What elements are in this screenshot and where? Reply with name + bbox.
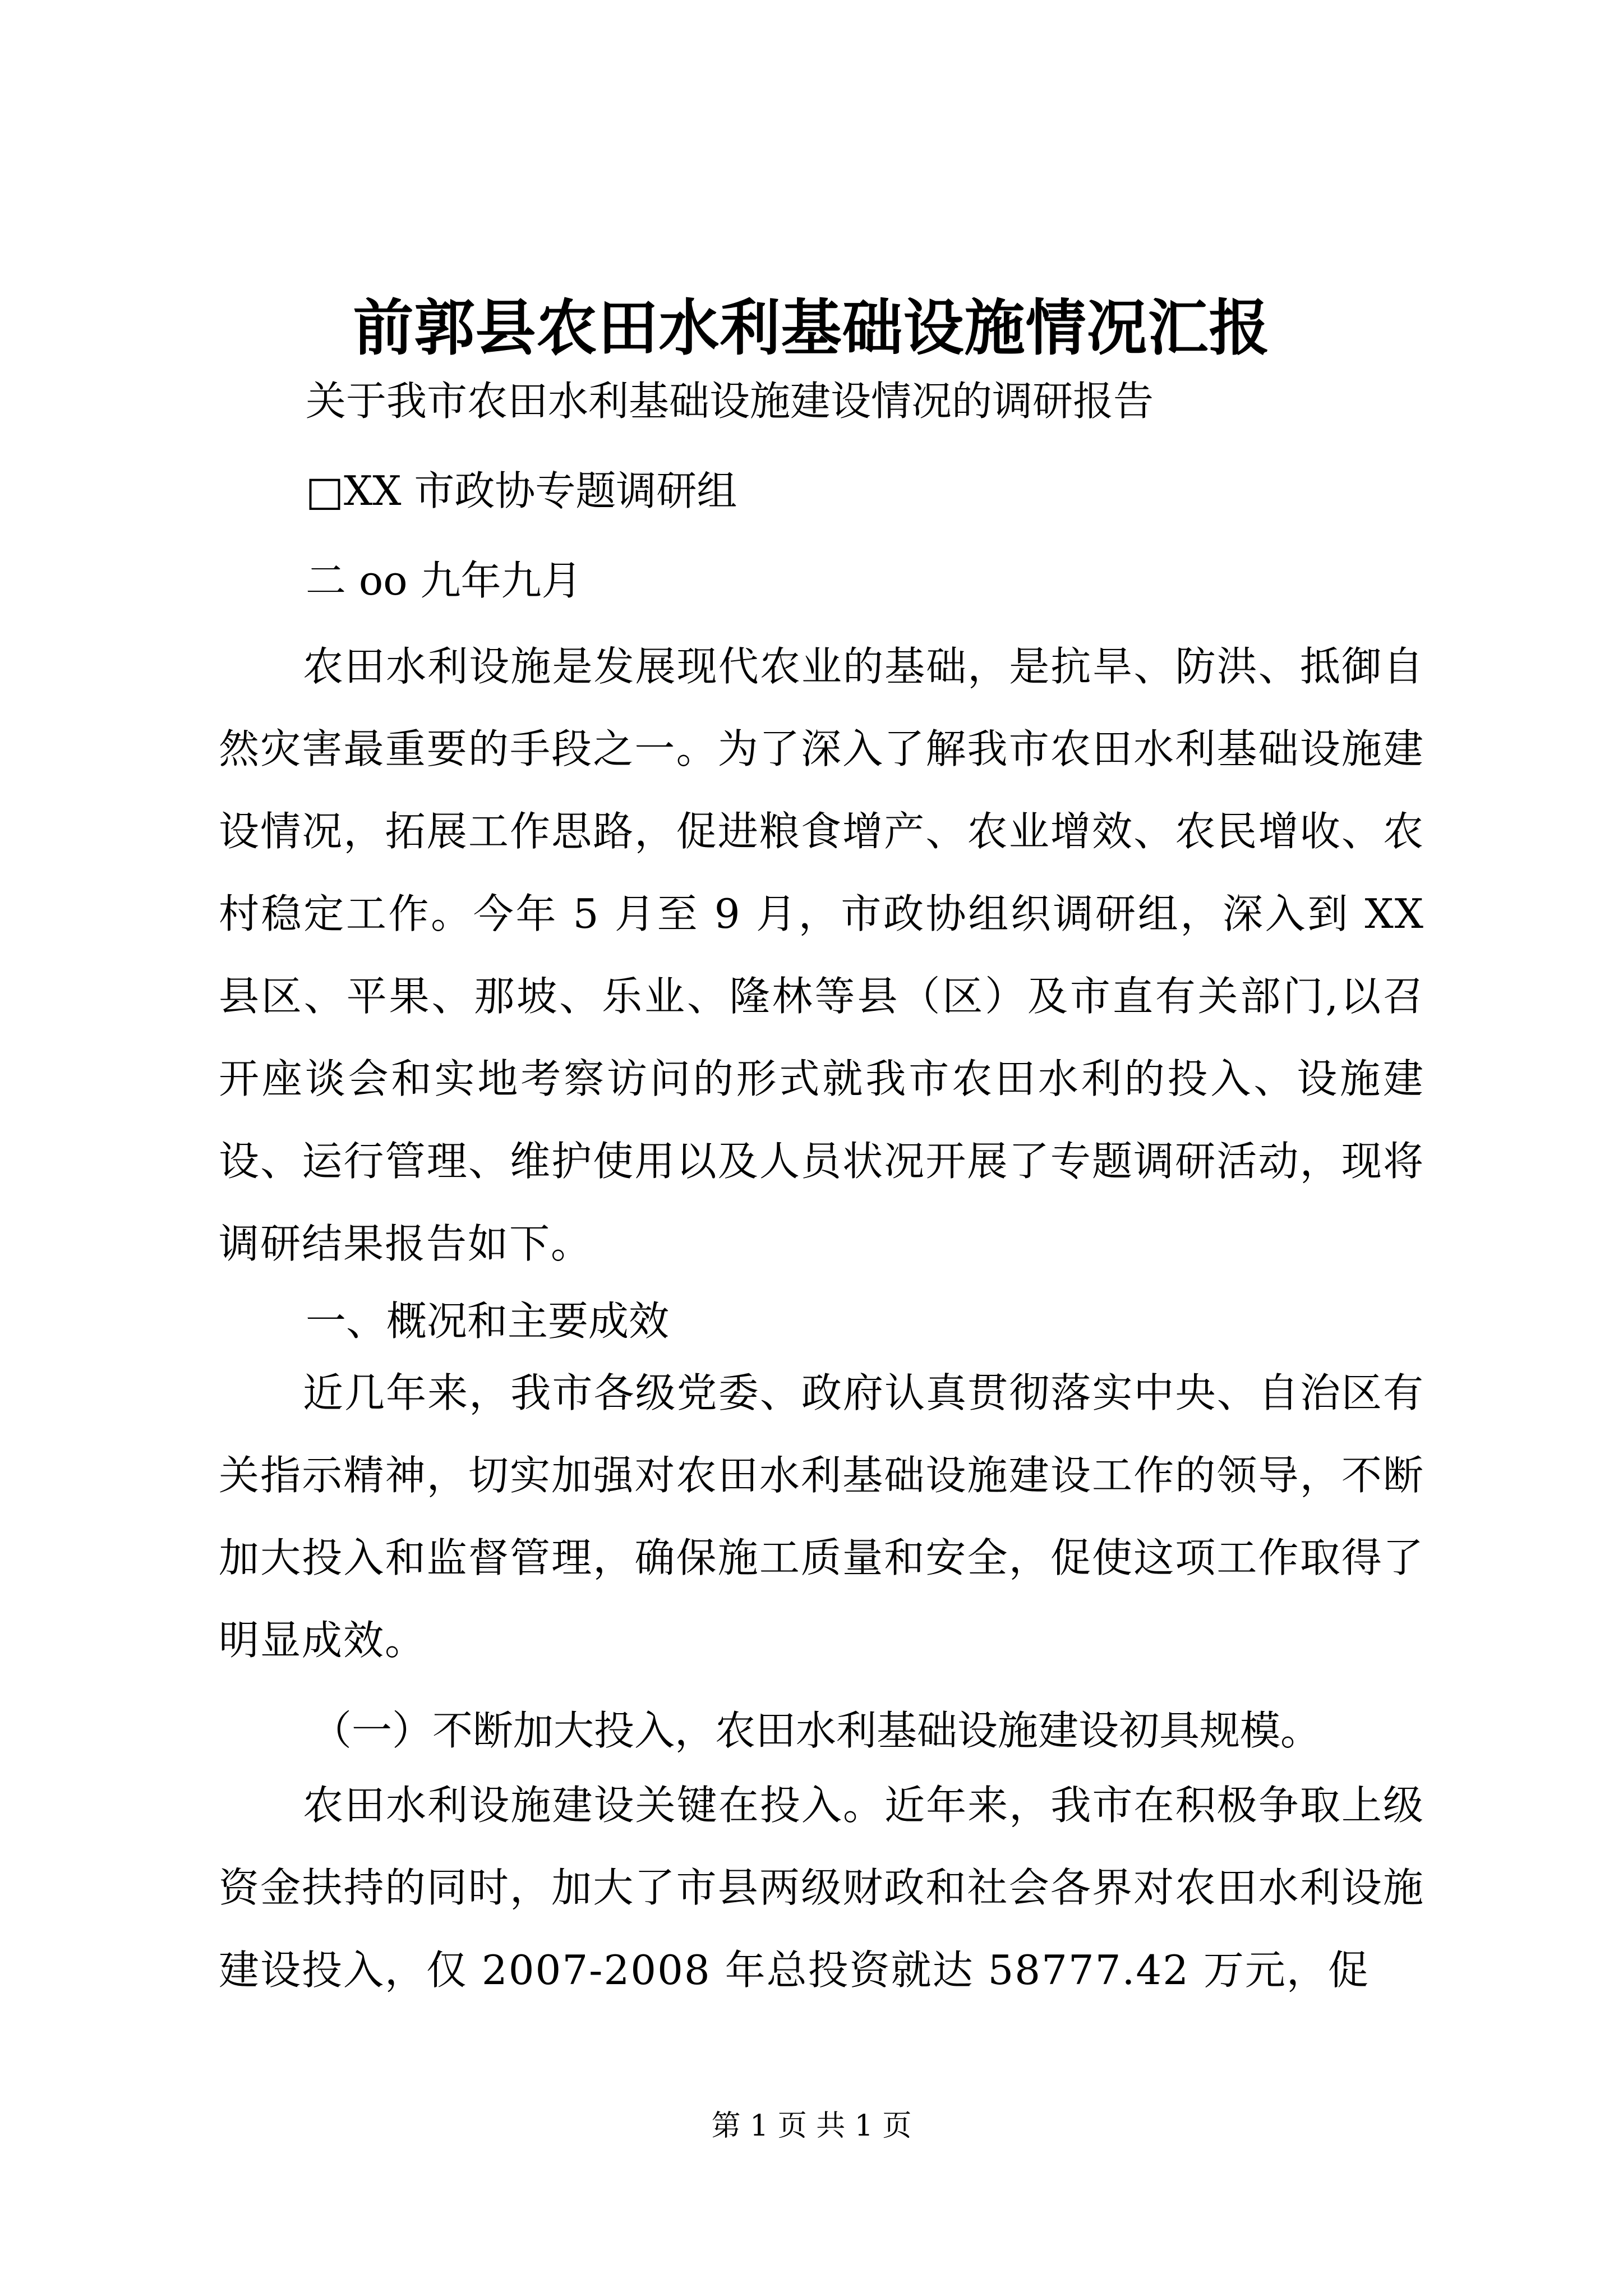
page-footer: 第 1 页 共 1 页 bbox=[711, 2109, 912, 2143]
subsection-heading-1: （一）不断加大投入，农田水利基础设施建设初具规模。 bbox=[311, 1707, 1321, 1754]
document-author: □XX 市政协专题调研组 bbox=[306, 467, 737, 514]
document-date: 二 oo 九年九月 bbox=[306, 557, 582, 604]
section-heading-1: 一、概况和主要成效 bbox=[306, 1297, 670, 1345]
document-subtitle: 关于我市农田水利基础设施建设情况的调研报告 bbox=[306, 378, 1154, 425]
paragraph-intro: 农田水利设施是发展现代农业的基础，是抗旱、防洪、抵御自然灾害最重要的手段之一。为了深入了解我市农田水利基础设施建设情况，拓展工作思路，促进粮食增产、农业增效、农民增收、农村稳定工作。今年 5 月至 9 月，市政协组织调研组，深入到 XX 县区、平果、那坡、乐业、隆林等县（区）及市直有关部门,以召开座谈会和实地考察访问的形式就我市农田水利的投入、设施建设、运行管理、维护使用以及人员状况开展了专题调研活动，现将调研结果报告如下。 bbox=[219, 643, 1424, 1267]
paragraph-investment: 农田水利设施建设关键在投入。近年来，我市在积极争取上级资金扶持的同时，加大了市县两级财政和社会各界对农田水利设施建设投入，仅 2007-2008 年总投资就达 58777.42 万元，促 bbox=[219, 1782, 1424, 1994]
document-title: 前郭县农田水利基础设施情况汇报 bbox=[353, 293, 1270, 364]
paragraph-overview: 近几年来，我市各级党委、政府认真贯彻落实中央、自治区有关指示精神，切实加强对农田水利基础设施建设工作的领导，不断加大投入和监督管理，确保施工质量和安全，促使这项工作取得了明显成效。 bbox=[219, 1369, 1424, 1664]
